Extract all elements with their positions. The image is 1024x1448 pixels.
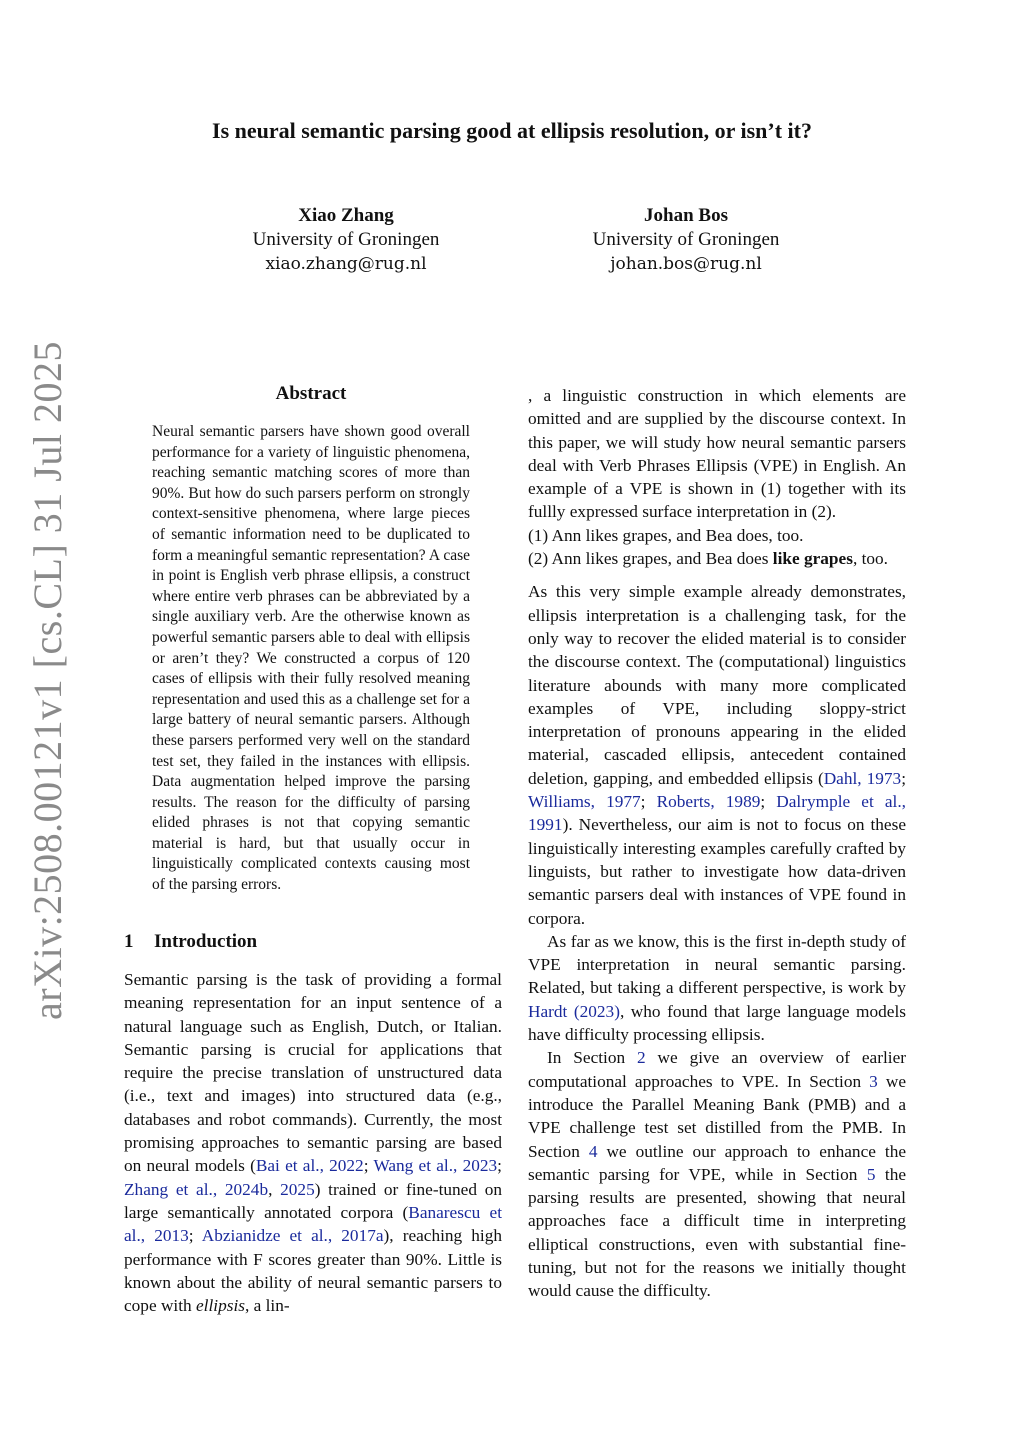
body-text: the parsing results are presented, showing that neural approaches face a difficult time in interpreting elliptical constructions, even with substantial fine-tuning, but not for the reasons we initially thought would cause the difficulty. — [528, 1164, 906, 1301]
intro-paragraph-2 — [528, 580, 906, 929]
citation-link[interactable]: Abzianidze et al., 2017a — [201, 1226, 384, 1246]
author-affiliation: University of Groningen — [592, 229, 780, 250]
citation-link[interactable]: Bai et al., 2022 — [255, 1156, 364, 1176]
section-ref-link[interactable]: 5 — [866, 1164, 876, 1184]
citation-link[interactable]: Dahl, 1973 — [823, 768, 902, 788]
citation-link[interactable]: 2025 — [280, 1179, 315, 1199]
left-column — [124, 968, 502, 1317]
example-2 — [528, 547, 906, 570]
author-affiliation: University of Groningen — [252, 229, 440, 250]
body-text: we outline our approach to enhance the semantic parsing for VPE, while in Section — [528, 1141, 906, 1184]
separator: ; — [901, 768, 906, 788]
separator: ; — [497, 1156, 502, 1176]
paper-title: Is neural semantic parsing good at ellipsis resolution, or isn’t it? — [212, 118, 812, 143]
body-text: , a lin- — [244, 1296, 290, 1316]
citation-link[interactable]: Dalrymple et al., 1991 — [528, 792, 906, 835]
author-email[interactable]: johan.bos@rug.nl — [610, 254, 762, 274]
section-ref-link[interactable]: 4 — [588, 1141, 598, 1161]
section-number: 1 — [124, 931, 134, 952]
intro-paragraph-1 — [124, 968, 502, 1317]
separator: ; — [760, 792, 777, 812]
body-text: Semantic parsing is the task of providing a formal meaning representation for an input sentence of a natural language such as English, Dutch, or Italian. Semantic parsing is crucial for applications that require the precise translation of unstructured data (i.e., text and images) into structured data (e.g., databases and robot commands). Currently, the most promising approaches to semantic parsing are based on neural models ( — [124, 970, 502, 1176]
abstract-heading: Abstract — [275, 383, 347, 404]
intro-paragraph-1-continued: , a linguistic construction in which elements are omitted and are supplied by the discourse context. In this paper, we will study how neural semantic parsers deal with Verb Phrases Ellipsis (VPE) in English. An example of a VPE is shown in (1) together with its fullly expressed surface interpretation in (2). — [528, 386, 906, 522]
body-text: ). Nevertheless, our aim is not to focus on these linguistically interesting examples carefully crafted by linguists, but rather to investigate how data-driven semantic parsers deal with instances of VPE found in corpora. — [528, 815, 906, 928]
body-text: ) trained or fine-tuned on large semantically annotated corpora ( — [124, 1179, 502, 1222]
author-block — [526, 204, 846, 276]
intro-paragraph-4 — [528, 1046, 906, 1302]
body-text: , who found that large language models have difficulty processing ellipsis. — [528, 1001, 906, 1045]
body-text: As far as we know, this is the first in-depth study of VPE interpretation in neural semantic parsing. Related, but taking a different perspective, is work by — [528, 931, 906, 998]
citation-link[interactable]: Williams, 1977 — [528, 792, 641, 812]
author-name: Johan Bos — [644, 205, 728, 226]
section-heading — [124, 931, 257, 953]
right-column — [528, 384, 906, 1303]
author-email[interactable]: xiao.zhang@rug.nl — [265, 254, 427, 274]
citation-link[interactable]: Roberts, 1989 — [656, 792, 761, 812]
section-ref-link[interactable]: 3 — [869, 1071, 878, 1091]
author-name: Xiao Zhang — [298, 205, 394, 226]
arxiv-identifier: arXiv:2508.00121v1 [cs.CL] 31 Jul 2025 — [25, 341, 70, 1020]
example-text: (2) Ann likes grapes, and Bea does — [528, 549, 773, 569]
separator: ; — [640, 792, 657, 812]
citation-link[interactable]: Banarescu et al., 2013 — [124, 1202, 502, 1246]
body-text: As this very simple example already demonstrates, ellipsis interpretation is a challenging task, for the only way to recover the elided material is to consider the discourse context. The (computational) linguistics literature abounds with many more complicated examples of VPE, including sloppy-strict interpretation of pronouns appearing in the elided material, cascaded ellipsis, antecedent contained deletion, gapping, and embedded ellipsis ( — [528, 582, 906, 788]
body-text: ), reaching high performance with F scores greater than 90%. Little is known about the ability of neural semantic parsers to cope with — [124, 1226, 503, 1316]
emphasis: ellipsis — [196, 1296, 245, 1316]
example-1: (1) Ann likes grapes, and Bea does, too. — [528, 525, 804, 545]
author-block — [186, 204, 506, 276]
separator: ; — [363, 1156, 374, 1176]
body-text: we introduce the Parallel Meaning Bank (PMB) and a VPE challenge test set distilled from the PMB. In Section — [528, 1071, 906, 1161]
section-ref-link[interactable]: 2 — [637, 1048, 646, 1068]
body-text: In Section — [547, 1048, 638, 1068]
separator: , — [268, 1179, 281, 1199]
abstract-text: Neural semantic parsers have shown good overall performance for a variety of linguistic phenomena, reaching semantic matching scores of more than 90%. But how do such parsers perform on strongly context-sensitive phenomena, where large pieces of semantic information need to be duplicated to form a meaningful semantic representation? A case in point is English verb phrase ellipsis, a construct where entire verb phrases can be abbreviated by a single auxiliary verb. Are the otherwise known as powerful semantic parsers able to deal with ellipsis or aren’t they? We constructed a corpus of 120 cases of ellipsis with their fully resolved meaning representation and used this as a challenge set for a large battery of neural semantic parsers. Although these parsers performed very well on the standard test set, they failed in the instances with ellipsis. Data augmentation helped improve the parsing results. The reason for the difficulty of parsing elided phrases is not that copying semantic material is hard, but that usually occur in linguistically complicated contexts causing most of the parsing errors. — [152, 423, 470, 894]
intro-paragraph-3 — [528, 930, 906, 1046]
citation-link[interactable]: Zhang et al., 2024b — [124, 1179, 269, 1199]
example-bold: like grapes — [772, 549, 853, 569]
citation-link[interactable]: Hardt (2023) — [528, 1001, 620, 1021]
body-text: we give an overview of earlier computational approaches to VPE. In Section — [528, 1048, 907, 1091]
example-text: , too. — [852, 549, 888, 569]
section-title: Introduction — [154, 931, 258, 952]
citation-link[interactable]: Wang et al., 2023 — [373, 1156, 498, 1176]
separator: ; — [188, 1226, 202, 1246]
